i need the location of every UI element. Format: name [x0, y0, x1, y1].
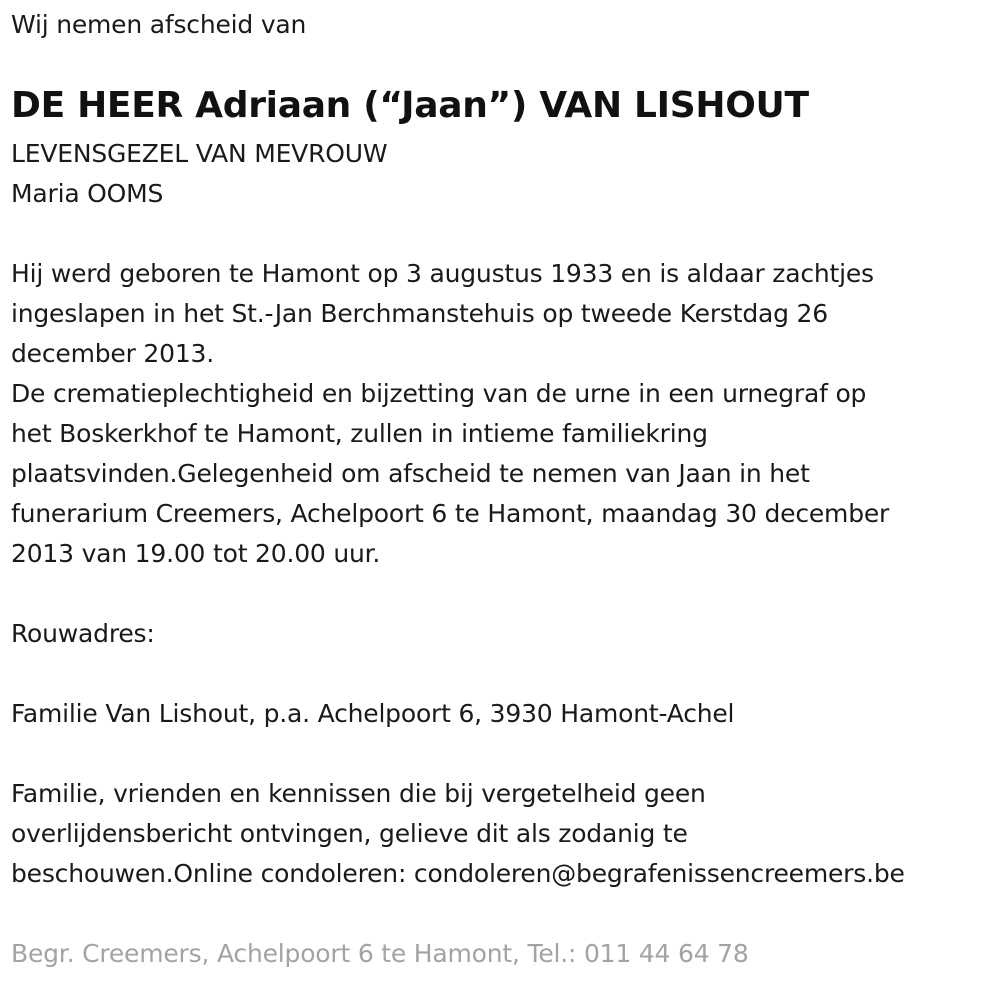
deceased-name: DE HEER Adriaan (“Jaan”) VAN LISHOUT	[11, 85, 809, 126]
mourning-address-label: Rouwadres:	[11, 619, 155, 648]
paragraph-line: overlijdensbericht ontvingen, gelieve dit als zodanig te	[11, 819, 688, 848]
paragraph-line: Familie, vrienden en kennissen die bij vergetelheid geen	[11, 779, 706, 808]
paragraph-line: het Boskerkhof te Hamont, zullen in intieme familiekring	[11, 419, 708, 448]
paragraph-line: beschouwen.Online condoleren: condoleren@begrafenissencreemers.be	[11, 859, 905, 888]
mourning-address: Familie Van Lishout, p.a. Achelpoort 6, 3930 Hamont-Achel	[11, 699, 735, 728]
paragraph-line: ingeslapen in het St.-Jan Berchmanstehuis op tweede Kerstdag 26	[11, 299, 828, 328]
paragraph-line: funerarium Creemers, Achelpoort 6 te Hamont, maandag 30 december	[11, 499, 890, 528]
birth-paragraph	[11, 254, 874, 374]
paragraph-line: Hij werd geboren te Hamont op 3 augustus 1933 en is aldaar zachtjes	[11, 259, 874, 288]
family-paragraph	[11, 774, 905, 894]
paragraph-line: plaatsvinden.Gelegenheid om afscheid te nemen van Jaan in het	[11, 459, 810, 488]
partner-role: LEVENSGEZEL VAN MEVROUW	[11, 139, 388, 168]
funeral-home-footer: Begr. Creemers, Achelpoort 6 te Hamont, Tel.: 011 44 64 78	[11, 939, 749, 968]
partner-name: Maria OOMS	[11, 179, 164, 208]
intro-text: Wij nemen afscheid van	[11, 10, 307, 39]
paragraph-line: 2013 van 19.00 tot 20.00 uur.	[11, 539, 381, 568]
ceremony-paragraph	[11, 374, 889, 574]
paragraph-line: De crematieplechtigheid en bijzetting van de urne in een urnegraf op	[11, 379, 867, 408]
paragraph-line: december 2013.	[11, 339, 214, 368]
